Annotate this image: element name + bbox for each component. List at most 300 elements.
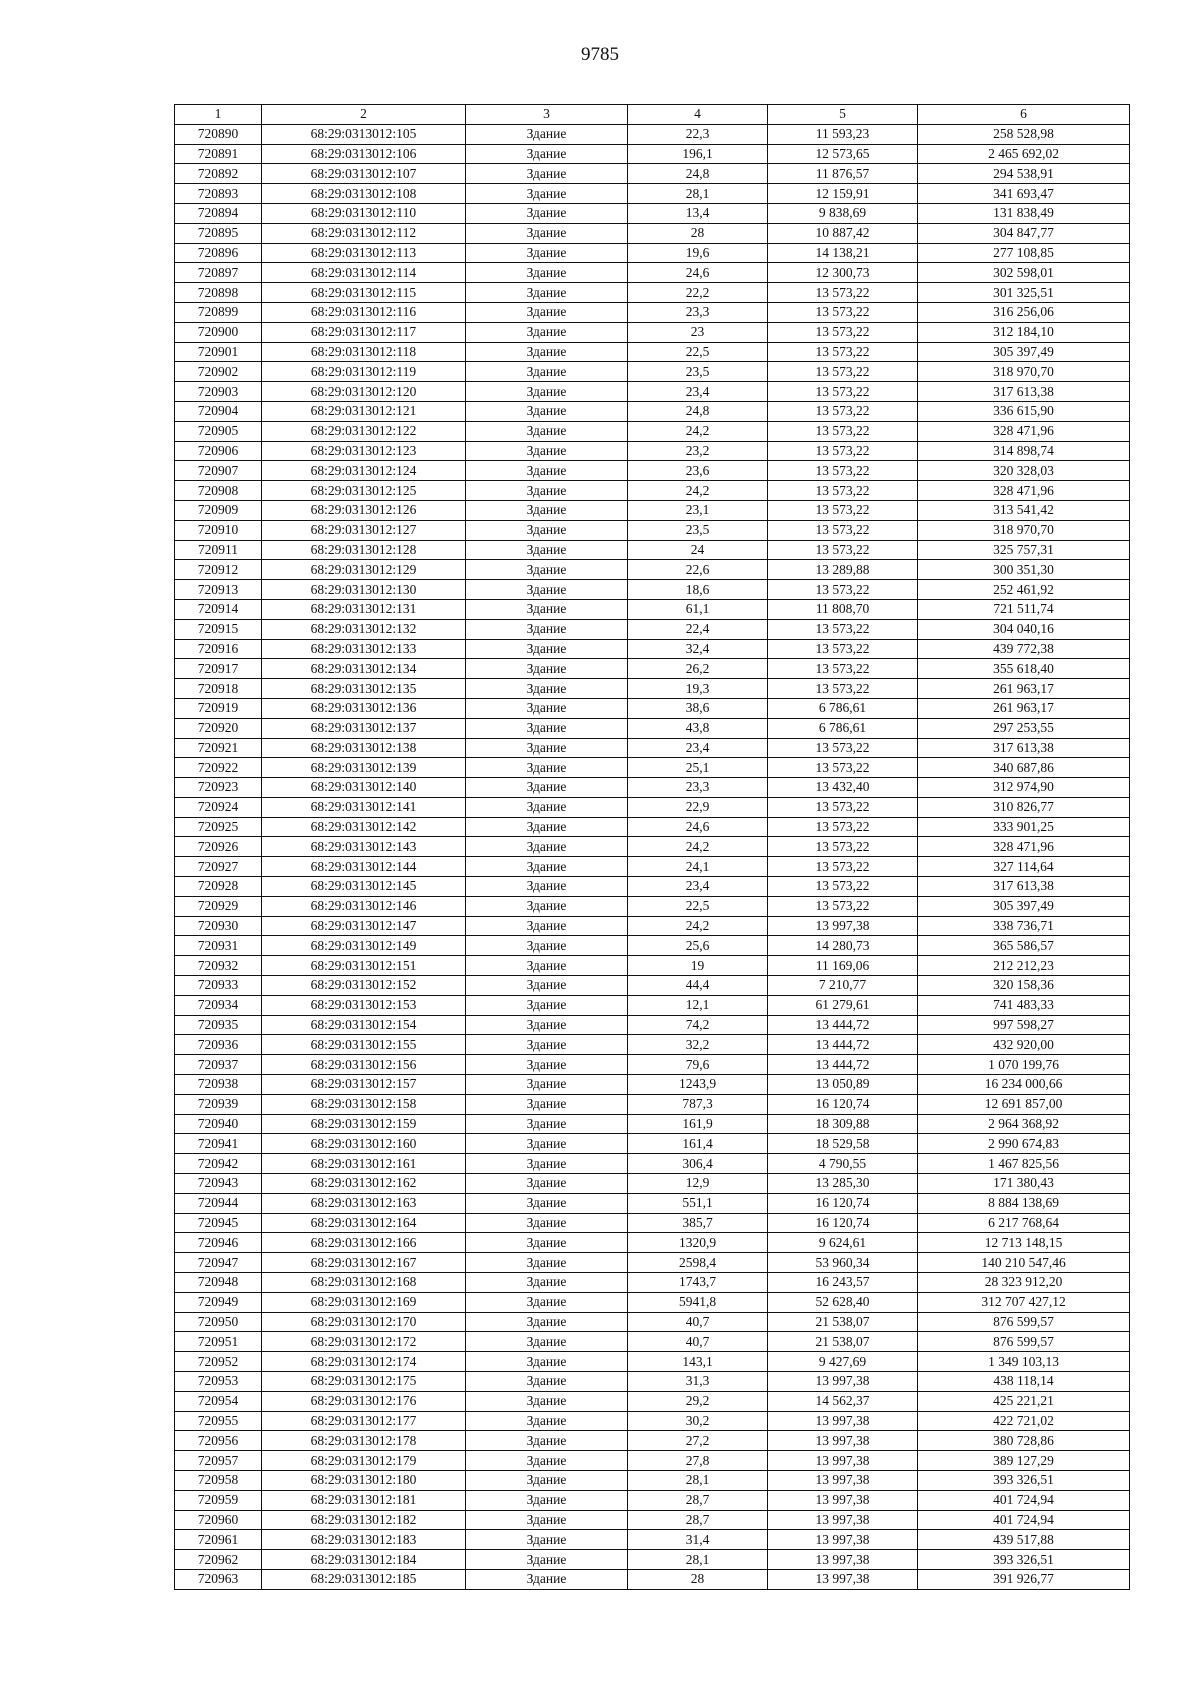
cadastral-number-cell: 68:29:0313012:151 bbox=[262, 956, 466, 976]
cadastral-number-cell: 68:29:0313012:180 bbox=[262, 1470, 466, 1490]
cadastral-value-cell: 401 724,94 bbox=[918, 1490, 1130, 1510]
object-type-cell: Здание bbox=[466, 263, 628, 283]
table-row bbox=[175, 1490, 1130, 1510]
table-row bbox=[175, 1193, 1130, 1213]
specific-value-cell: 9 624,61 bbox=[768, 1233, 918, 1253]
cadastral-number-cell: 68:29:0313012:160 bbox=[262, 1134, 466, 1154]
area-cell: 23,2 bbox=[628, 441, 768, 461]
area-cell: 25,6 bbox=[628, 936, 768, 956]
object-type-cell: Здание bbox=[466, 223, 628, 243]
cadastral-number-cell: 68:29:0313012:168 bbox=[262, 1273, 466, 1293]
area-cell: 25,1 bbox=[628, 758, 768, 778]
cadastral-value-cell: 341 693,47 bbox=[918, 184, 1130, 204]
header-row bbox=[175, 105, 1130, 125]
area-cell: 24,1 bbox=[628, 857, 768, 877]
object-type-cell: Здание bbox=[466, 1015, 628, 1035]
row-number-cell: 720949 bbox=[175, 1292, 262, 1312]
cadastral-value-cell: 355 618,40 bbox=[918, 659, 1130, 679]
specific-value-cell: 13 573,22 bbox=[768, 857, 918, 877]
specific-value-cell: 13 997,38 bbox=[768, 1451, 918, 1471]
cadastral-number-cell: 68:29:0313012:106 bbox=[262, 144, 466, 164]
cadastral-value-cell: 1 070 199,76 bbox=[918, 1055, 1130, 1075]
column-header: 1 bbox=[175, 105, 262, 125]
cadastral-number-cell: 68:29:0313012:152 bbox=[262, 976, 466, 996]
row-number-cell: 720912 bbox=[175, 560, 262, 580]
area-cell: 787,3 bbox=[628, 1094, 768, 1114]
area-cell: 27,2 bbox=[628, 1431, 768, 1451]
object-type-cell: Здание bbox=[466, 481, 628, 501]
specific-value-cell: 13 997,38 bbox=[768, 1411, 918, 1431]
object-type-cell: Здание bbox=[466, 441, 628, 461]
table-row bbox=[175, 441, 1130, 461]
row-number-cell: 720924 bbox=[175, 797, 262, 817]
table-row bbox=[175, 1352, 1130, 1372]
table-row bbox=[175, 778, 1130, 798]
cadastral-number-cell: 68:29:0313012:154 bbox=[262, 1015, 466, 1035]
table-row bbox=[175, 797, 1130, 817]
cadastral-value-cell: 28 323 912,20 bbox=[918, 1273, 1130, 1293]
cadastral-number-cell: 68:29:0313012:122 bbox=[262, 421, 466, 441]
cadastral-value-cell: 389 127,29 bbox=[918, 1451, 1130, 1471]
specific-value-cell: 13 573,22 bbox=[768, 500, 918, 520]
area-cell: 24,6 bbox=[628, 263, 768, 283]
cadastral-number-cell: 68:29:0313012:115 bbox=[262, 283, 466, 303]
object-type-cell: Здание bbox=[466, 500, 628, 520]
row-number-cell: 720910 bbox=[175, 520, 262, 540]
row-number-cell: 720898 bbox=[175, 283, 262, 303]
table-row bbox=[175, 164, 1130, 184]
area-cell: 19,6 bbox=[628, 243, 768, 263]
area-cell: 19,3 bbox=[628, 679, 768, 699]
cadastral-number-cell: 68:29:0313012:130 bbox=[262, 580, 466, 600]
specific-value-cell: 13 573,22 bbox=[768, 580, 918, 600]
cadastral-value-cell: 252 461,92 bbox=[918, 580, 1130, 600]
cadastral-value-cell: 8 884 138,69 bbox=[918, 1193, 1130, 1213]
cadastral-value-cell: 439 517,88 bbox=[918, 1530, 1130, 1550]
area-cell: 143,1 bbox=[628, 1352, 768, 1372]
cadastral-value-cell: 328 471,96 bbox=[918, 837, 1130, 857]
object-type-cell: Здание bbox=[466, 916, 628, 936]
cadastral-value-cell: 380 728,86 bbox=[918, 1431, 1130, 1451]
specific-value-cell: 12 159,91 bbox=[768, 184, 918, 204]
specific-value-cell: 14 280,73 bbox=[768, 936, 918, 956]
table-row bbox=[175, 916, 1130, 936]
row-number-cell: 720907 bbox=[175, 461, 262, 481]
area-cell: 22,5 bbox=[628, 342, 768, 362]
table-row bbox=[175, 263, 1130, 283]
row-number-cell: 720890 bbox=[175, 124, 262, 144]
cadastral-value-cell: 336 615,90 bbox=[918, 401, 1130, 421]
object-type-cell: Здание bbox=[466, 1510, 628, 1530]
cadastral-number-cell: 68:29:0313012:157 bbox=[262, 1075, 466, 1095]
table-row bbox=[175, 995, 1130, 1015]
row-number-cell: 720947 bbox=[175, 1253, 262, 1273]
specific-value-cell: 11 876,57 bbox=[768, 164, 918, 184]
table-row bbox=[175, 659, 1130, 679]
row-number-cell: 720930 bbox=[175, 916, 262, 936]
cadastral-number-cell: 68:29:0313012:161 bbox=[262, 1154, 466, 1174]
area-cell: 5941,8 bbox=[628, 1292, 768, 1312]
row-number-cell: 720932 bbox=[175, 956, 262, 976]
row-number-cell: 720920 bbox=[175, 718, 262, 738]
row-number-cell: 720902 bbox=[175, 362, 262, 382]
table-row bbox=[175, 342, 1130, 362]
specific-value-cell: 13 573,22 bbox=[768, 738, 918, 758]
area-cell: 44,4 bbox=[628, 976, 768, 996]
cadastral-number-cell: 68:29:0313012:141 bbox=[262, 797, 466, 817]
object-type-cell: Здание bbox=[466, 1253, 628, 1273]
cadastral-value-cell: 876 599,57 bbox=[918, 1312, 1130, 1332]
table-row bbox=[175, 1114, 1130, 1134]
specific-value-cell: 21 538,07 bbox=[768, 1332, 918, 1352]
row-number-cell: 720903 bbox=[175, 382, 262, 402]
specific-value-cell: 13 573,22 bbox=[768, 342, 918, 362]
area-cell: 22,2 bbox=[628, 283, 768, 303]
object-type-cell: Здание bbox=[466, 995, 628, 1015]
area-cell: 23,4 bbox=[628, 382, 768, 402]
area-cell: 161,9 bbox=[628, 1114, 768, 1134]
object-type-cell: Здание bbox=[466, 382, 628, 402]
row-number-cell: 720915 bbox=[175, 619, 262, 639]
cadastral-value-cell: 317 613,38 bbox=[918, 382, 1130, 402]
table-row bbox=[175, 1015, 1130, 1035]
cadastral-value-cell: 425 221,21 bbox=[918, 1391, 1130, 1411]
specific-value-cell: 13 997,38 bbox=[768, 1530, 918, 1550]
object-type-cell: Здание bbox=[466, 1411, 628, 1431]
area-cell: 23,4 bbox=[628, 738, 768, 758]
table-row bbox=[175, 1134, 1130, 1154]
cadastral-number-cell: 68:29:0313012:131 bbox=[262, 599, 466, 619]
area-cell: 79,6 bbox=[628, 1055, 768, 1075]
area-cell: 22,3 bbox=[628, 124, 768, 144]
cadastral-number-cell: 68:29:0313012:182 bbox=[262, 1510, 466, 1530]
row-number-cell: 720895 bbox=[175, 223, 262, 243]
table-row bbox=[175, 1075, 1130, 1095]
table-row bbox=[175, 362, 1130, 382]
cadastral-number-cell: 68:29:0313012:170 bbox=[262, 1312, 466, 1332]
column-header: 2 bbox=[262, 105, 466, 125]
row-number-cell: 720892 bbox=[175, 164, 262, 184]
object-type-cell: Здание bbox=[466, 1114, 628, 1134]
row-number-cell: 720921 bbox=[175, 738, 262, 758]
cadastral-number-cell: 68:29:0313012:159 bbox=[262, 1114, 466, 1134]
row-number-cell: 720926 bbox=[175, 837, 262, 857]
specific-value-cell: 16 120,74 bbox=[768, 1193, 918, 1213]
row-number-cell: 720914 bbox=[175, 599, 262, 619]
cadastral-number-cell: 68:29:0313012:174 bbox=[262, 1352, 466, 1372]
row-number-cell: 720906 bbox=[175, 441, 262, 461]
cadastral-number-cell: 68:29:0313012:123 bbox=[262, 441, 466, 461]
table-row bbox=[175, 560, 1130, 580]
specific-value-cell: 53 960,34 bbox=[768, 1253, 918, 1273]
table-row bbox=[175, 1431, 1130, 1451]
row-number-cell: 720948 bbox=[175, 1273, 262, 1293]
table-row bbox=[175, 679, 1130, 699]
cadastral-value-cell: 318 970,70 bbox=[918, 520, 1130, 540]
table-row bbox=[175, 1233, 1130, 1253]
cadastral-number-cell: 68:29:0313012:142 bbox=[262, 817, 466, 837]
specific-value-cell: 12 300,73 bbox=[768, 263, 918, 283]
table-row bbox=[175, 758, 1130, 778]
object-type-cell: Здание bbox=[466, 976, 628, 996]
area-cell: 38,6 bbox=[628, 698, 768, 718]
specific-value-cell: 18 529,58 bbox=[768, 1134, 918, 1154]
cadastral-number-cell: 68:29:0313012:112 bbox=[262, 223, 466, 243]
cadastral-number-cell: 68:29:0313012:155 bbox=[262, 1035, 466, 1055]
cadastral-number-cell: 68:29:0313012:124 bbox=[262, 461, 466, 481]
cadastral-number-cell: 68:29:0313012:158 bbox=[262, 1094, 466, 1114]
object-type-cell: Здание bbox=[466, 283, 628, 303]
cadastral-number-cell: 68:29:0313012:145 bbox=[262, 877, 466, 897]
object-type-cell: Здание bbox=[466, 1174, 628, 1194]
row-number-cell: 720893 bbox=[175, 184, 262, 204]
cadastral-value-cell: 422 721,02 bbox=[918, 1411, 1130, 1431]
object-type-cell: Здание bbox=[466, 184, 628, 204]
table-row bbox=[175, 203, 1130, 223]
cadastral-value-cell: 300 351,30 bbox=[918, 560, 1130, 580]
object-type-cell: Здание bbox=[466, 164, 628, 184]
object-type-cell: Здание bbox=[466, 619, 628, 639]
row-number-cell: 720942 bbox=[175, 1154, 262, 1174]
area-cell: 24,2 bbox=[628, 421, 768, 441]
table-row bbox=[175, 718, 1130, 738]
object-type-cell: Здание bbox=[466, 1352, 628, 1372]
area-cell: 385,7 bbox=[628, 1213, 768, 1233]
object-type-cell: Здание bbox=[466, 1134, 628, 1154]
object-type-cell: Здание bbox=[466, 1372, 628, 1392]
column-header: 3 bbox=[466, 105, 628, 125]
object-type-cell: Здание bbox=[466, 144, 628, 164]
cadastral-number-cell: 68:29:0313012:133 bbox=[262, 639, 466, 659]
object-type-cell: Здание bbox=[466, 659, 628, 679]
object-type-cell: Здание bbox=[466, 698, 628, 718]
cadastral-value-cell: 305 397,49 bbox=[918, 896, 1130, 916]
area-cell: 40,7 bbox=[628, 1312, 768, 1332]
area-cell: 2598,4 bbox=[628, 1253, 768, 1273]
cadastral-number-cell: 68:29:0313012:166 bbox=[262, 1233, 466, 1253]
specific-value-cell: 13 573,22 bbox=[768, 461, 918, 481]
cadastral-value-cell: 212 212,23 bbox=[918, 956, 1130, 976]
specific-value-cell: 13 573,22 bbox=[768, 659, 918, 679]
table-row bbox=[175, 1470, 1130, 1490]
object-type-cell: Здание bbox=[466, 362, 628, 382]
column-header: 5 bbox=[768, 105, 918, 125]
object-type-cell: Здание bbox=[466, 1569, 628, 1589]
row-number-cell: 720899 bbox=[175, 302, 262, 322]
table-row bbox=[175, 124, 1130, 144]
row-number-cell: 720896 bbox=[175, 243, 262, 263]
object-type-cell: Здание bbox=[466, 1332, 628, 1352]
cadastral-value-cell: 317 613,38 bbox=[918, 877, 1130, 897]
area-cell: 1743,7 bbox=[628, 1273, 768, 1293]
cadastral-number-cell: 68:29:0313012:134 bbox=[262, 659, 466, 679]
row-number-cell: 720909 bbox=[175, 500, 262, 520]
object-type-cell: Здание bbox=[466, 461, 628, 481]
specific-value-cell: 13 289,88 bbox=[768, 560, 918, 580]
object-type-cell: Здание bbox=[466, 1075, 628, 1095]
table-row bbox=[175, 1550, 1130, 1570]
object-type-cell: Здание bbox=[466, 1490, 628, 1510]
specific-value-cell: 13 444,72 bbox=[768, 1035, 918, 1055]
cadastral-number-cell: 68:29:0313012:147 bbox=[262, 916, 466, 936]
table-row bbox=[175, 1569, 1130, 1589]
specific-value-cell: 16 243,57 bbox=[768, 1273, 918, 1293]
object-type-cell: Здание bbox=[466, 679, 628, 699]
object-type-cell: Здание bbox=[466, 877, 628, 897]
table-row bbox=[175, 1292, 1130, 1312]
specific-value-cell: 6 786,61 bbox=[768, 718, 918, 738]
cadastral-number-cell: 68:29:0313012:178 bbox=[262, 1431, 466, 1451]
specific-value-cell: 13 573,22 bbox=[768, 382, 918, 402]
table-row bbox=[175, 520, 1130, 540]
cadastral-value-cell: 333 901,25 bbox=[918, 817, 1130, 837]
cadastral-number-cell: 68:29:0313012:175 bbox=[262, 1372, 466, 1392]
specific-value-cell: 4 790,55 bbox=[768, 1154, 918, 1174]
cadastral-value-cell: 294 538,91 bbox=[918, 164, 1130, 184]
cadastral-value-cell: 305 397,49 bbox=[918, 342, 1130, 362]
cadastral-number-cell: 68:29:0313012:132 bbox=[262, 619, 466, 639]
table-row bbox=[175, 1510, 1130, 1530]
table-row bbox=[175, 500, 1130, 520]
area-cell: 23,5 bbox=[628, 362, 768, 382]
row-number-cell: 720959 bbox=[175, 1490, 262, 1510]
area-cell: 31,4 bbox=[628, 1530, 768, 1550]
specific-value-cell: 7 210,77 bbox=[768, 976, 918, 996]
table-row bbox=[175, 1035, 1130, 1055]
object-type-cell: Здание bbox=[466, 1391, 628, 1411]
cadastral-value-cell: 312 974,90 bbox=[918, 778, 1130, 798]
row-number-cell: 720908 bbox=[175, 481, 262, 501]
area-cell: 40,7 bbox=[628, 1332, 768, 1352]
cadastral-number-cell: 68:29:0313012:125 bbox=[262, 481, 466, 501]
table-row bbox=[175, 283, 1130, 303]
area-cell: 61,1 bbox=[628, 599, 768, 619]
area-cell: 31,3 bbox=[628, 1372, 768, 1392]
row-number-cell: 720944 bbox=[175, 1193, 262, 1213]
cadastral-value-cell: 1 467 825,56 bbox=[918, 1154, 1130, 1174]
cadastral-value-cell: 297 253,55 bbox=[918, 718, 1130, 738]
row-number-cell: 720939 bbox=[175, 1094, 262, 1114]
cadastral-number-cell: 68:29:0313012:184 bbox=[262, 1550, 466, 1570]
row-number-cell: 720950 bbox=[175, 1312, 262, 1332]
row-number-cell: 720940 bbox=[175, 1114, 262, 1134]
object-type-cell: Здание bbox=[466, 718, 628, 738]
cadastral-number-cell: 68:29:0313012:139 bbox=[262, 758, 466, 778]
cadastral-value-cell: 2 990 674,83 bbox=[918, 1134, 1130, 1154]
row-number-cell: 720931 bbox=[175, 936, 262, 956]
row-number-cell: 720958 bbox=[175, 1470, 262, 1490]
object-type-cell: Здание bbox=[466, 302, 628, 322]
area-cell: 19 bbox=[628, 956, 768, 976]
cadastral-number-cell: 68:29:0313012:169 bbox=[262, 1292, 466, 1312]
row-number-cell: 720927 bbox=[175, 857, 262, 877]
specific-value-cell: 13 573,22 bbox=[768, 758, 918, 778]
area-cell: 24,8 bbox=[628, 401, 768, 421]
object-type-cell: Здание bbox=[466, 896, 628, 916]
area-cell: 26,2 bbox=[628, 659, 768, 679]
table-row bbox=[175, 837, 1130, 857]
object-type-cell: Здание bbox=[466, 1292, 628, 1312]
specific-value-cell: 13 997,38 bbox=[768, 1550, 918, 1570]
area-cell: 32,4 bbox=[628, 639, 768, 659]
specific-value-cell: 11 808,70 bbox=[768, 599, 918, 619]
specific-value-cell: 16 120,74 bbox=[768, 1094, 918, 1114]
cadastral-value-cell: 313 541,42 bbox=[918, 500, 1130, 520]
specific-value-cell: 52 628,40 bbox=[768, 1292, 918, 1312]
specific-value-cell: 11 169,06 bbox=[768, 956, 918, 976]
table-row bbox=[175, 738, 1130, 758]
row-number-cell: 720891 bbox=[175, 144, 262, 164]
area-cell: 18,6 bbox=[628, 580, 768, 600]
cadastral-number-cell: 68:29:0313012:179 bbox=[262, 1451, 466, 1471]
row-number-cell: 720960 bbox=[175, 1510, 262, 1530]
column-header: 4 bbox=[628, 105, 768, 125]
area-cell: 24,2 bbox=[628, 837, 768, 857]
specific-value-cell: 13 573,22 bbox=[768, 837, 918, 857]
row-number-cell: 720957 bbox=[175, 1451, 262, 1471]
table-row bbox=[175, 401, 1130, 421]
row-number-cell: 720936 bbox=[175, 1035, 262, 1055]
cadastral-value-cell: 12 713 148,15 bbox=[918, 1233, 1130, 1253]
row-number-cell: 720955 bbox=[175, 1411, 262, 1431]
cadastral-value-cell: 317 613,38 bbox=[918, 738, 1130, 758]
cadastral-value-cell: 876 599,57 bbox=[918, 1332, 1130, 1352]
specific-value-cell: 13 573,22 bbox=[768, 540, 918, 560]
row-number-cell: 720929 bbox=[175, 896, 262, 916]
cadastral-value-cell: 316 256,06 bbox=[918, 302, 1130, 322]
row-number-cell: 720917 bbox=[175, 659, 262, 679]
cadastral-number-cell: 68:29:0313012:107 bbox=[262, 164, 466, 184]
row-number-cell: 720928 bbox=[175, 877, 262, 897]
object-type-cell: Здание bbox=[466, 1451, 628, 1471]
specific-value-cell: 13 444,72 bbox=[768, 1015, 918, 1035]
cadastral-value-cell: 338 736,71 bbox=[918, 916, 1130, 936]
cadastral-value-cell: 310 826,77 bbox=[918, 797, 1130, 817]
cadastral-number-cell: 68:29:0313012:108 bbox=[262, 184, 466, 204]
specific-value-cell: 13 573,22 bbox=[768, 421, 918, 441]
cadastral-value-cell: 340 687,86 bbox=[918, 758, 1130, 778]
specific-value-cell: 6 786,61 bbox=[768, 698, 918, 718]
object-type-cell: Здание bbox=[466, 797, 628, 817]
object-type-cell: Здание bbox=[466, 956, 628, 976]
table-body bbox=[175, 124, 1130, 1589]
cadastral-value-cell: 1 349 103,13 bbox=[918, 1352, 1130, 1372]
object-type-cell: Здание bbox=[466, 580, 628, 600]
area-cell: 12,1 bbox=[628, 995, 768, 1015]
cadastral-value-cell: 391 926,77 bbox=[918, 1569, 1130, 1589]
object-type-cell: Здание bbox=[466, 243, 628, 263]
specific-value-cell: 11 593,23 bbox=[768, 124, 918, 144]
table-row bbox=[175, 421, 1130, 441]
cadastral-number-cell: 68:29:0313012:143 bbox=[262, 837, 466, 857]
object-type-cell: Здание bbox=[466, 322, 628, 342]
cadastral-number-cell: 68:29:0313012:164 bbox=[262, 1213, 466, 1233]
table-row bbox=[175, 1174, 1130, 1194]
specific-value-cell: 13 573,22 bbox=[768, 896, 918, 916]
row-number-cell: 720905 bbox=[175, 421, 262, 441]
specific-value-cell: 10 887,42 bbox=[768, 223, 918, 243]
page-number: 9785 bbox=[581, 44, 619, 65]
object-type-cell: Здание bbox=[466, 1154, 628, 1174]
table-row bbox=[175, 976, 1130, 996]
cadastral-value-cell: 261 963,17 bbox=[918, 698, 1130, 718]
cadastral-number-cell: 68:29:0313012:128 bbox=[262, 540, 466, 560]
row-number-cell: 720919 bbox=[175, 698, 262, 718]
cadastral-number-cell: 68:29:0313012:162 bbox=[262, 1174, 466, 1194]
table-row bbox=[175, 302, 1130, 322]
area-cell: 28,7 bbox=[628, 1490, 768, 1510]
cadastral-number-cell: 68:29:0313012:110 bbox=[262, 203, 466, 223]
